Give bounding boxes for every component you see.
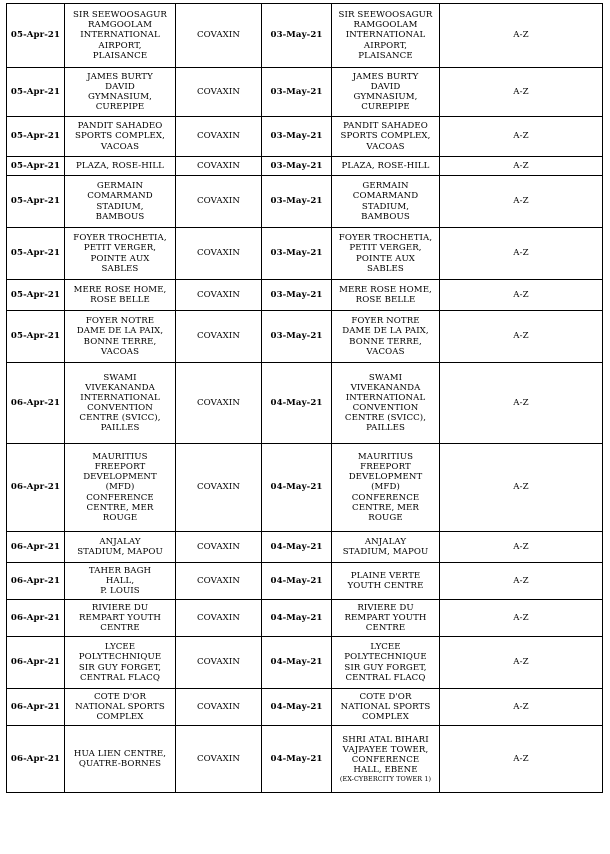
vaccination-schedule-table: [6, 3, 603, 793]
second-dose-date-cell: 04-May-21: [262, 637, 332, 689]
second-dose-site-text: GERMAIN COMARMAND STADIUM, BAMBOUS: [352, 181, 419, 222]
first-dose-site-cell: PANDIT SAHADEO SPORTS COMPLEX, VACOAS: [65, 117, 176, 157]
vaccine-cell: COVAXIN: [176, 280, 262, 311]
second-dose-date-cell: 03-May-21: [262, 4, 332, 68]
first-dose-date-cell: 05-Apr-21: [7, 280, 65, 311]
second-dose-date-cell: 03-May-21: [262, 157, 332, 176]
table-row: [7, 563, 603, 600]
second-dose-date-cell: 03-May-21: [262, 117, 332, 157]
first-dose-date-cell: 06-Apr-21: [7, 563, 65, 600]
second-dose-site-cell: [332, 68, 440, 117]
surname-range-cell: A-Z: [440, 689, 603, 726]
second-dose-site-text: PLAINE VERTE YOUTH CENTRE: [347, 570, 424, 591]
second-dose-date-cell: 03-May-21: [262, 68, 332, 117]
first-dose-site-cell: ANJALAY STADIUM, MAPOU: [65, 532, 176, 563]
first-dose-date-cell: 06-Apr-21: [7, 637, 65, 689]
surname-range-cell: A-Z: [440, 726, 603, 793]
first-dose-date-cell: 06-Apr-21: [7, 726, 65, 793]
first-dose-site-cell: HUA LIEN CENTRE, QUATRE-BORNES: [65, 726, 176, 793]
second-dose-site-cell: [332, 157, 440, 176]
first-dose-date-cell: 06-Apr-21: [7, 689, 65, 726]
second-dose-site-text: FOYER TROCHETIA, PETIT VERGER, POINTE AUX SABLES: [338, 233, 433, 274]
vaccine-cell: COVAXIN: [176, 157, 262, 176]
second-dose-site-cell: [332, 4, 440, 68]
table-row: [7, 532, 603, 563]
second-dose-date-cell: 04-May-21: [262, 600, 332, 637]
second-dose-date-cell: 03-May-21: [262, 176, 332, 228]
surname-range-cell: A-Z: [440, 280, 603, 311]
second-dose-site-text: MERE ROSE HOME, ROSE BELLE: [339, 284, 432, 305]
vaccine-cell: COVAXIN: [176, 176, 262, 228]
surname-range-cell: A-Z: [440, 563, 603, 600]
first-dose-site-cell: LYCEE POLYTECHNIQUE SIR GUY FORGET, CENTRAL FLACQ: [65, 637, 176, 689]
second-dose-site-cell: [332, 563, 440, 600]
second-dose-site-text: PLAZA, ROSE-HILL: [341, 160, 430, 171]
first-dose-date-cell: 05-Apr-21: [7, 117, 65, 157]
surname-range-cell: A-Z: [440, 600, 603, 637]
second-dose-date-cell: 03-May-21: [262, 228, 332, 280]
second-dose-date-cell: 04-May-21: [262, 444, 332, 532]
second-dose-date-cell: 04-May-21: [262, 363, 332, 444]
first-dose-date-cell: 05-Apr-21: [7, 311, 65, 363]
second-dose-site-cell: [332, 726, 440, 793]
table-row: [7, 117, 603, 157]
first-dose-date-cell: 05-Apr-21: [7, 157, 65, 176]
vaccine-cell: COVAXIN: [176, 532, 262, 563]
table-row: [7, 726, 603, 793]
first-dose-site-cell: TAHER BAGH HALL, P. LOUIS: [65, 563, 176, 600]
surname-range-cell: A-Z: [440, 363, 603, 444]
second-dose-site-cell: [332, 637, 440, 689]
second-dose-site-note: (EX-CYBERCITY TOWER 1): [339, 775, 432, 784]
second-dose-site-cell: [332, 600, 440, 637]
surname-range-cell: A-Z: [440, 228, 603, 280]
first-dose-date-cell: 05-Apr-21: [7, 4, 65, 68]
first-dose-site-cell: SIR SEEWOOSAGUR RAMGOOLAM INTERNATIONAL AIRPORT, PLAISANCE: [65, 4, 176, 68]
second-dose-date-cell: 04-May-21: [262, 563, 332, 600]
first-dose-date-cell: 05-Apr-21: [7, 176, 65, 228]
first-dose-site-cell: FOYER TROCHETIA, PETIT VERGER, POINTE AUX SABLES: [65, 228, 176, 280]
surname-range-cell: A-Z: [440, 444, 603, 532]
surname-range-cell: A-Z: [440, 157, 603, 176]
second-dose-site-text: PANDIT SAHADEO SPORTS COMPLEX, VACOAS: [340, 121, 431, 152]
surname-range-cell: A-Z: [440, 532, 603, 563]
table-row: [7, 363, 603, 444]
table-row: [7, 228, 603, 280]
vaccine-cell: COVAXIN: [176, 637, 262, 689]
table-row: [7, 4, 603, 68]
surname-range-cell: A-Z: [440, 311, 603, 363]
second-dose-site-text: LYCEE POLYTECHNIQUE SIR GUY FORGET, CENTRAL FLACQ: [344, 642, 427, 683]
second-dose-date-cell: 04-May-21: [262, 726, 332, 793]
second-dose-site-cell: [332, 176, 440, 228]
table-row: [7, 637, 603, 689]
first-dose-date-cell: 06-Apr-21: [7, 444, 65, 532]
vaccination-schedule-sheet: [6, 3, 603, 793]
vaccine-cell: COVAXIN: [176, 4, 262, 68]
vaccine-cell: COVAXIN: [176, 311, 262, 363]
first-dose-site-cell: MAURITIUS FREEPORT DEVELOPMENT (MFD) CONFERENCE CENTRE, MER ROUGE: [65, 444, 176, 532]
table-row: [7, 68, 603, 117]
vaccine-cell: COVAXIN: [176, 563, 262, 600]
second-dose-site-text: SWAMI VIVEKANANDA INTERNATIONAL CONVENTION CENTRE (SVICC), PAILLES: [344, 372, 427, 434]
first-dose-site-cell: JAMES BURTY DAVID GYMNASIUM, CUREPIPE: [65, 68, 176, 117]
vaccine-cell: COVAXIN: [176, 228, 262, 280]
second-dose-date-cell: 03-May-21: [262, 311, 332, 363]
vaccine-cell: COVAXIN: [176, 363, 262, 444]
second-dose-site-text: JAMES BURTY DAVID GYMNASIUM, CUREPIPE: [352, 71, 419, 113]
second-dose-site-text: COTE D'OR NATIONAL SPORTS COMPLEX: [340, 691, 431, 723]
vaccine-cell: COVAXIN: [176, 689, 262, 726]
table-row: [7, 280, 603, 311]
second-dose-site-cell: [332, 689, 440, 726]
second-dose-site-cell: [332, 444, 440, 532]
first-dose-date-cell: 06-Apr-21: [7, 532, 65, 563]
second-dose-site-text: SHRI ATAL BIHARI VAJPAYEE TOWER, CONFERENCE HALL, EBENE: [342, 734, 429, 776]
first-dose-site-cell: GERMAIN COMARMAND STADIUM, BAMBOUS: [65, 176, 176, 228]
first-dose-site-cell: FOYER NOTRE DAME DE LA PAIX, BONNE TERRE, VACOAS: [65, 311, 176, 363]
vaccine-cell: COVAXIN: [176, 726, 262, 793]
table-row: [7, 689, 603, 726]
second-dose-site-text: SIR SEEWOOSAGUR RAMGOOLAM INTERNATIONAL AIRPORT, PLAISANCE: [338, 10, 433, 61]
second-dose-site-text: RIVIERE DU REMPART YOUTH CENTRE: [344, 602, 427, 634]
first-dose-date-cell: 05-Apr-21: [7, 228, 65, 280]
first-dose-date-cell: 05-Apr-21: [7, 68, 65, 117]
first-dose-site-cell: MERE ROSE HOME, ROSE BELLE: [65, 280, 176, 311]
surname-range-cell: A-Z: [440, 117, 603, 157]
second-dose-site-cell: [332, 311, 440, 363]
table-row: [7, 157, 603, 176]
first-dose-site-cell: PLAZA, ROSE-HILL: [65, 157, 176, 176]
table-row: [7, 311, 603, 363]
surname-range-cell: A-Z: [440, 4, 603, 68]
vaccine-cell: COVAXIN: [176, 600, 262, 637]
surname-range-cell: A-Z: [440, 176, 603, 228]
first-dose-site-cell: RIVIERE DU REMPART YOUTH CENTRE: [65, 600, 176, 637]
table-row: [7, 444, 603, 532]
first-dose-date-cell: 06-Apr-21: [7, 600, 65, 637]
second-dose-site-cell: [332, 280, 440, 311]
surname-range-cell: A-Z: [440, 68, 603, 117]
second-dose-site-cell: [332, 228, 440, 280]
first-dose-site-cell: COTE D'OR NATIONAL SPORTS COMPLEX: [65, 689, 176, 726]
schedule-rows: [7, 4, 603, 793]
second-dose-site-text: FOYER NOTRE DAME DE LA PAIX, BONNE TERRE, VACOAS: [342, 316, 429, 357]
second-dose-date-cell: 04-May-21: [262, 689, 332, 726]
table-row: [7, 600, 603, 637]
vaccine-cell: COVAXIN: [176, 444, 262, 532]
vaccine-cell: COVAXIN: [176, 117, 262, 157]
surname-range-cell: A-Z: [440, 637, 603, 689]
vaccine-cell: COVAXIN: [176, 68, 262, 117]
second-dose-date-cell: 03-May-21: [262, 280, 332, 311]
second-dose-date-cell: 04-May-21: [262, 532, 332, 563]
second-dose-site-text: ANJALAY STADIUM, MAPOU: [342, 536, 429, 557]
second-dose-site-cell: [332, 532, 440, 563]
first-dose-site-cell: SWAMI VIVEKANANDA INTERNATIONAL CONVENTION CENTRE (SVICC), PAILLES: [65, 363, 176, 444]
second-dose-site-cell: [332, 363, 440, 444]
table-row: [7, 176, 603, 228]
second-dose-site-text: MAURITIUS FREEPORT DEVELOPMENT (MFD) CONFERENCE CENTRE, MER ROUGE: [348, 452, 423, 523]
second-dose-site-cell: [332, 117, 440, 157]
first-dose-date-cell: 06-Apr-21: [7, 363, 65, 444]
